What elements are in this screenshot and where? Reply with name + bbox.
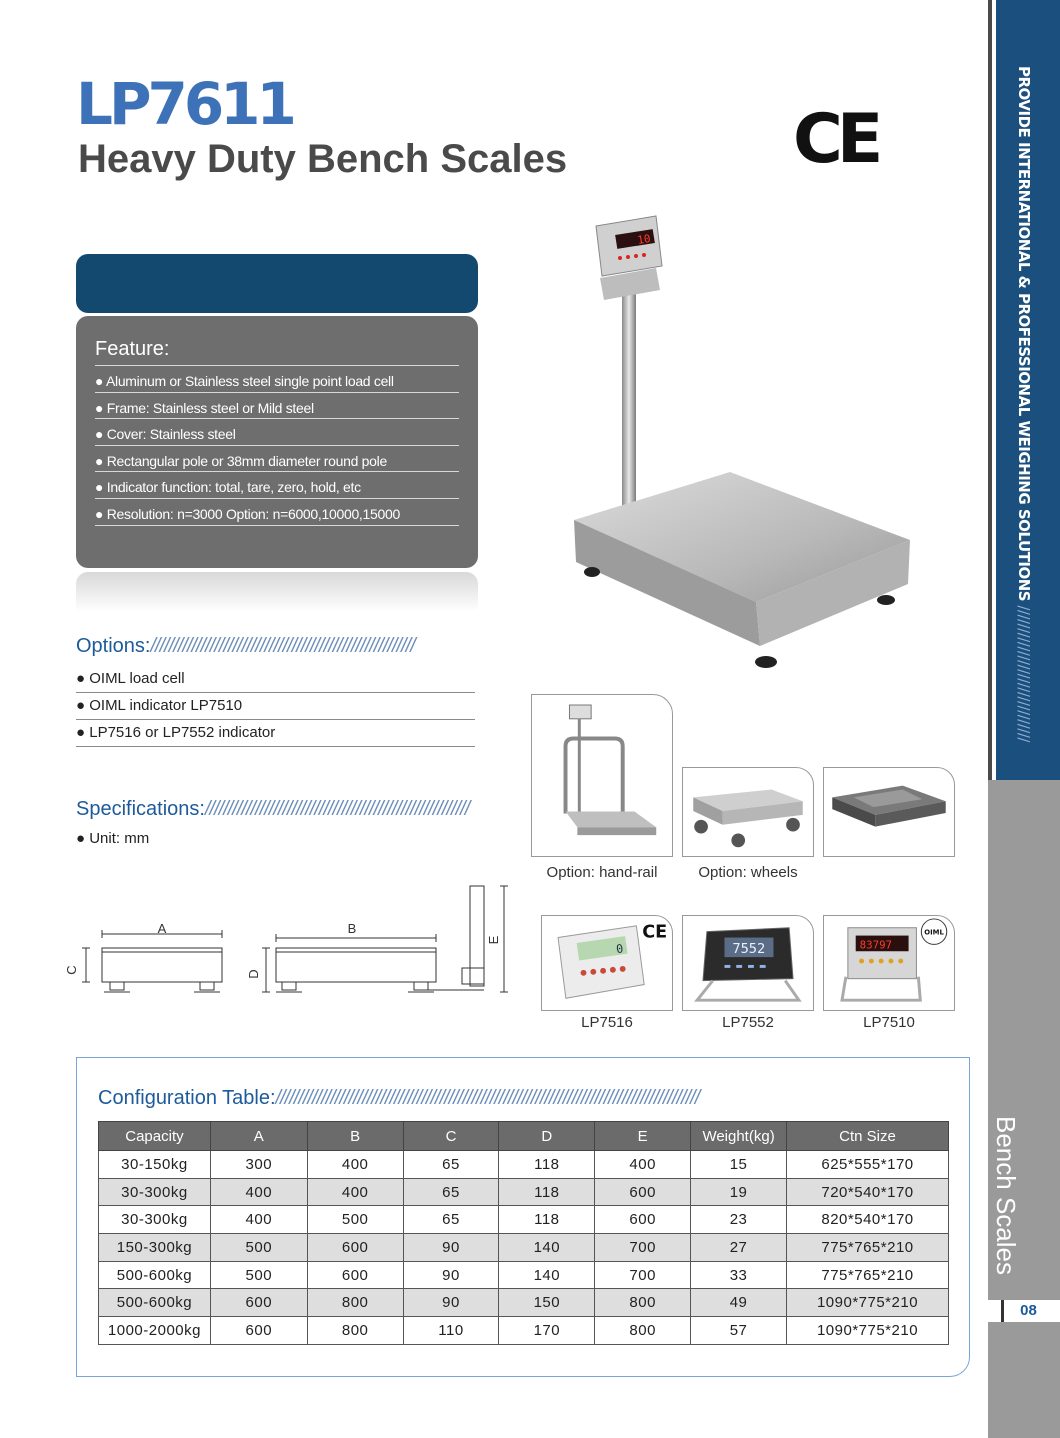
table-cell: 625*555*170 [787,1151,949,1179]
lp7552-caption: LP7552 [722,1014,774,1031]
decorative-slashes: ///////////////////////////////////////////////////////////////////////////////////////////// [275,1087,700,1109]
configuration-table [98,1121,949,1345]
lp7510-display-text: 83797 [859,938,893,952]
table-row [99,1261,949,1289]
bench-scale-photo [560,210,920,680]
table-cell: 600 [307,1234,403,1262]
table-cell: 150-300kg [99,1234,211,1262]
feature-item: ● Resolution: n=3000 Option: n=6000,10000,15000 [95,499,459,526]
page-number: 08 [1001,1300,1053,1322]
table-cell: 800 [307,1317,403,1345]
table-cell: 1000-2000kg [99,1317,211,1345]
column-header: Capacity [99,1122,211,1151]
ce-mark-icon: CE [793,100,878,179]
unit-note: ● Unit: mm [76,830,150,847]
decorative-slashes: ////////////////////////////////////////////////////////// [150,635,415,657]
dimension-label-a: A [157,921,167,936]
table-row [99,1317,949,1345]
table-cell: 400 [210,1178,307,1206]
column-header: Weight(kg) [691,1122,787,1151]
table-cell: 400 [307,1178,403,1206]
table-body [99,1151,949,1345]
table-cell: 700 [595,1234,691,1262]
table-cell: 30-300kg [99,1178,211,1206]
options-list [76,666,475,747]
table-cell: 600 [210,1289,307,1317]
lp7516-ce-icon: CE [642,922,668,943]
table-cell: 500 [307,1206,403,1234]
table-row [99,1206,949,1234]
table-cell: 110 [403,1317,499,1345]
table-cell: 150 [499,1289,595,1317]
decorative-slashes: ////////////////////////////// [1015,601,1033,742]
config-table-heading-text: Configuration Table: [98,1087,276,1109]
table-cell: 33 [691,1261,787,1289]
lp7516-indicator-image [541,915,673,1011]
indicator-display: 10 [636,232,652,247]
column-header: B [307,1122,403,1151]
column-header: D [499,1122,595,1151]
table-cell: 90 [403,1234,499,1262]
decorative-slashes: ////////////////////////////////////////////////////////// [204,798,470,820]
dimension-label-b: B [347,921,357,936]
lp7510-caption: LP7510 [863,1014,915,1031]
table-header-row [99,1122,949,1151]
table-cell: 775*765*210 [787,1261,949,1289]
lp7510-oiml-icon: OIML [924,928,944,937]
feature-heading: Feature: [95,338,459,366]
lp7516-caption: LP7516 [581,1014,633,1031]
table-cell: 775*765*210 [787,1234,949,1262]
table-cell: 65 [403,1206,499,1234]
lp7552-indicator-image [682,915,814,1011]
table-cell: 23 [691,1206,787,1234]
category-label: Bench Scales [991,1116,1021,1275]
handrail-caption: Option: hand-rail [546,864,658,881]
table-cell: 500 [210,1261,307,1289]
table-cell: 90 [403,1261,499,1289]
table-cell: 1090*775*210 [787,1289,949,1317]
option-item: ● OIML load cell [76,666,475,693]
feature-box-reflection [76,572,478,612]
table-cell: 800 [307,1289,403,1317]
feature-header-bar [76,254,478,313]
feature-box [76,316,478,568]
table-cell: 600 [210,1317,307,1345]
lp7516-display-text: 0 [615,941,625,957]
table-cell: 400 [307,1151,403,1179]
table-cell: 720*540*170 [787,1178,949,1206]
table-cell: 65 [403,1178,499,1206]
feature-list [95,366,459,526]
table-cell: 140 [499,1261,595,1289]
model-number: LP7611 [76,70,293,138]
side-band-grey-bottom [988,1322,1060,1438]
frame-option-image [823,767,955,857]
table-cell: 300 [210,1151,307,1179]
table-cell: 30-300kg [99,1206,211,1234]
feature-item: ● Indicator function: total, tare, zero, hold, etc [95,472,459,499]
table-row [99,1151,949,1179]
table-row [99,1178,949,1206]
table-cell: 700 [595,1261,691,1289]
table-cell: 140 [499,1234,595,1262]
table-row [99,1234,949,1262]
company-tagline [1015,66,1033,742]
table-cell: 30-150kg [99,1151,211,1179]
table-row [99,1289,949,1317]
lp7510-indicator-image [823,915,955,1011]
wheels-option-image [682,767,814,857]
column-header: A [210,1122,307,1151]
table-cell: 118 [499,1151,595,1179]
column-header: C [403,1122,499,1151]
column-header: E [595,1122,691,1151]
dimension-label-e: E [486,935,501,945]
feature-item: ● Cover: Stainless steel [95,419,459,446]
option-item: ● OIML indicator LP7510 [76,693,475,720]
table-cell: 800 [595,1289,691,1317]
side-band-edge [988,0,992,800]
config-table-heading [98,1087,699,1110]
feature-item: ● Frame: Stainless steel or Mild steel [95,393,459,420]
wheels-caption: Option: wheels [698,864,798,881]
dimension-label-c: C [64,965,79,975]
dimension-label-d: D [246,969,261,979]
options-heading-text: Options: [76,635,151,657]
table-cell: 15 [691,1151,787,1179]
handrail-option-image [531,694,673,857]
table-cell: 118 [499,1206,595,1234]
table-cell: 600 [595,1178,691,1206]
table-cell: 600 [595,1206,691,1234]
table-cell: 1090*775*210 [787,1317,949,1345]
column-header: Ctn Size [787,1122,949,1151]
table-cell: 500-600kg [99,1261,211,1289]
table-cell: 400 [595,1151,691,1179]
feature-item: ● Rectangular pole or 38mm diameter round pole [95,446,459,473]
table-cell: 820*540*170 [787,1206,949,1234]
specifications-heading [76,798,478,821]
specifications-heading-text: Specifications: [76,798,205,820]
table-cell: 500 [210,1234,307,1262]
table-cell: 500-600kg [99,1289,211,1317]
options-heading [76,635,478,658]
table-cell: 90 [403,1289,499,1317]
table-cell: 19 [691,1178,787,1206]
table-cell: 400 [210,1206,307,1234]
option-item: ● LP7516 or LP7552 indicator [76,720,475,747]
table-cell: 118 [499,1178,595,1206]
page-title: Heavy Duty Bench Scales [78,137,568,181]
table-cell: 27 [691,1234,787,1262]
table-cell: 57 [691,1317,787,1345]
dimension-diagram [64,880,520,1000]
table-cell: 49 [691,1289,787,1317]
table-cell: 800 [595,1317,691,1345]
lp7552-display-text: 7552 [732,941,766,958]
table-cell: 600 [307,1261,403,1289]
company-tagline-text: PROVIDE INTERNATIONAL & PROFESSIONAL WEIGHING SOLUTIONS [1015,66,1033,602]
table-cell: 65 [403,1151,499,1179]
feature-item: ● Aluminum or Stainless steel single point load cell [95,366,459,393]
table-cell: 170 [499,1317,595,1345]
